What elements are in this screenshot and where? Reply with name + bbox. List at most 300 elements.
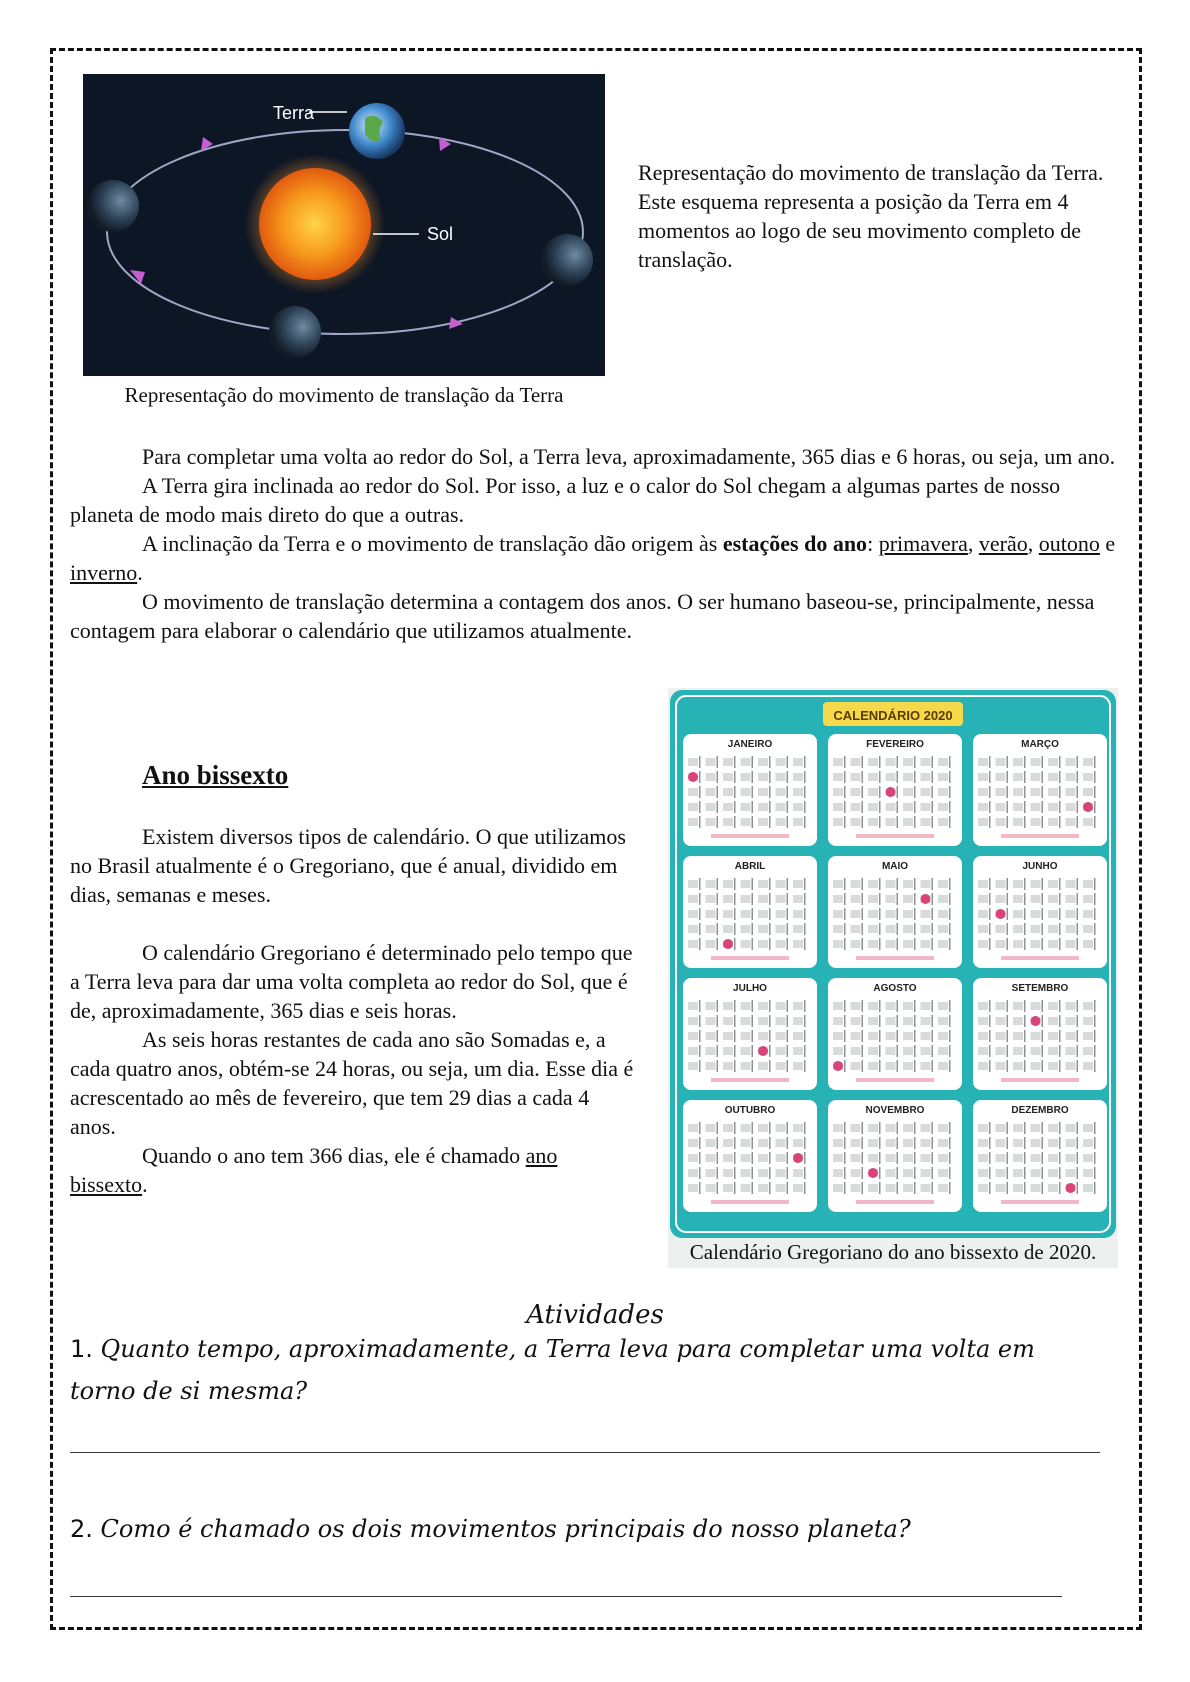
- day-cell: [1031, 803, 1041, 811]
- day-cell: [741, 1124, 751, 1132]
- day-divider: [932, 893, 934, 905]
- day-cell: [938, 818, 948, 826]
- day-cell: [903, 1017, 913, 1025]
- day-cell: [1083, 1017, 1093, 1025]
- day-cell: [938, 1047, 948, 1055]
- day-cell: [903, 1032, 913, 1040]
- day-divider: [897, 1137, 899, 1149]
- day-cell: [851, 880, 861, 888]
- day-cell: [723, 1032, 733, 1040]
- day-divider: [769, 1030, 771, 1042]
- day-divider: [769, 878, 771, 890]
- holiday-note: [1001, 1078, 1079, 1082]
- day-cell: [833, 773, 843, 781]
- day-divider: [752, 771, 754, 783]
- day-divider: [699, 1182, 701, 1194]
- day-divider: [1094, 1137, 1096, 1149]
- day-cell: [688, 1124, 698, 1132]
- day-cell: [793, 803, 803, 811]
- day-cell: [723, 1154, 733, 1162]
- day-divider: [989, 938, 991, 950]
- month-name: MAIO: [881, 861, 909, 872]
- day-cell: [978, 1032, 988, 1040]
- day-cell: [1066, 818, 1076, 826]
- day-cell: [776, 1124, 786, 1132]
- day-divider: [1077, 1015, 1079, 1027]
- day-divider: [932, 1152, 934, 1164]
- day-cell: [723, 925, 733, 933]
- day-cell: [688, 1154, 698, 1162]
- day-divider: [1024, 1015, 1026, 1027]
- day-divider: [734, 801, 736, 813]
- day-divider: [804, 878, 806, 890]
- day-cell: [706, 788, 716, 796]
- day-divider: [879, 1152, 881, 1164]
- day-divider: [1024, 1137, 1026, 1149]
- day-divider: [1024, 1152, 1026, 1164]
- day-cell: [1031, 880, 1041, 888]
- day-divider: [804, 756, 806, 768]
- day-cell: [793, 940, 803, 948]
- day-divider: [844, 801, 846, 813]
- day-divider: [804, 771, 806, 783]
- day-cell: [758, 1184, 768, 1192]
- day-divider: [699, 771, 701, 783]
- day-cell: [741, 1062, 751, 1070]
- day-divider: [1007, 923, 1009, 935]
- day-cell: [741, 1002, 751, 1010]
- day-cell: [996, 773, 1006, 781]
- day-cell: [1013, 1002, 1023, 1010]
- day-divider: [1059, 878, 1061, 890]
- day-divider: [752, 1030, 754, 1042]
- day-cell: [833, 925, 843, 933]
- day-cell: [978, 1002, 988, 1010]
- day-cell: [1066, 1062, 1076, 1070]
- day-cell: [776, 1017, 786, 1025]
- term-ano-bissexto: ano bissexto: [70, 1143, 558, 1197]
- day-cell: [723, 1002, 733, 1010]
- day-divider: [752, 1182, 754, 1194]
- day-cell: [776, 1154, 786, 1162]
- day-cell: [921, 925, 931, 933]
- day-cell: [741, 880, 751, 888]
- day-cell: [1066, 940, 1076, 948]
- day-divider: [699, 878, 701, 890]
- day-divider: [1007, 1060, 1009, 1072]
- answer-line-1[interactable]: [70, 1452, 1100, 1453]
- day-divider: [879, 1167, 881, 1179]
- day-cell: [688, 1184, 698, 1192]
- day-divider: [734, 923, 736, 935]
- day-cell: [851, 1002, 861, 1010]
- day-divider: [914, 786, 916, 798]
- day-cell: [793, 895, 803, 903]
- day-divider: [1094, 786, 1096, 798]
- day-cell: [851, 773, 861, 781]
- day-divider: [914, 801, 916, 813]
- day-cell: [1013, 1062, 1023, 1070]
- day-divider: [932, 816, 934, 828]
- day-divider: [1077, 771, 1079, 783]
- day-divider: [787, 923, 789, 935]
- day-cell: [868, 773, 878, 781]
- day-cell: [741, 1032, 751, 1040]
- month-name: JANEIRO: [727, 739, 773, 750]
- day-divider: [734, 1137, 736, 1149]
- day-cell: [1013, 1124, 1023, 1132]
- day-divider: [914, 923, 916, 935]
- section-title: Ano bissexto: [142, 760, 289, 790]
- day-divider: [879, 801, 881, 813]
- day-cell: [776, 880, 786, 888]
- text: .: [142, 1172, 148, 1197]
- day-divider: [734, 908, 736, 920]
- day-divider: [1077, 923, 1079, 935]
- sun: [259, 168, 371, 280]
- question-text: Quanto tempo, aproximadamente, a Terra leva para completar uma volta em torno de si mesma?: [70, 1335, 1035, 1405]
- day-cell: [1066, 880, 1076, 888]
- day-divider: [932, 1122, 934, 1134]
- day-divider: [699, 923, 701, 935]
- day-cell: [868, 925, 878, 933]
- day-divider: [769, 938, 771, 950]
- day-divider: [862, 756, 864, 768]
- day-divider: [1024, 938, 1026, 950]
- day-divider: [862, 938, 864, 950]
- day-cell: [1048, 940, 1058, 948]
- day-divider: [879, 938, 881, 950]
- day-cell: [833, 1032, 843, 1040]
- day-divider: [862, 878, 864, 890]
- day-cell: [1031, 1032, 1041, 1040]
- day-divider: [879, 771, 881, 783]
- day-cell: [723, 1062, 733, 1070]
- day-divider: [717, 1167, 719, 1179]
- day-divider: [734, 1015, 736, 1027]
- day-divider: [1024, 923, 1026, 935]
- day-divider: [1007, 1030, 1009, 1042]
- day-cell: [1031, 1062, 1041, 1070]
- day-cell: [851, 925, 861, 933]
- day-divider: [734, 1182, 736, 1194]
- day-cell: [903, 1002, 913, 1010]
- day-divider: [1094, 1122, 1096, 1134]
- day-divider: [1042, 908, 1044, 920]
- day-divider: [769, 1045, 771, 1057]
- day-divider: [1007, 1122, 1009, 1134]
- day-divider: [989, 1045, 991, 1057]
- day-cell: [793, 1169, 803, 1177]
- day-cell: [868, 1124, 878, 1132]
- day-cell: [1083, 758, 1093, 766]
- day-cell: [1013, 803, 1023, 811]
- day-divider: [734, 1060, 736, 1072]
- day-divider: [989, 923, 991, 935]
- day-cell: [723, 1047, 733, 1055]
- day-divider: [769, 1000, 771, 1012]
- day-divider: [752, 1167, 754, 1179]
- day-divider: [752, 816, 754, 828]
- day-cell: [868, 1017, 878, 1025]
- day-divider: [699, 1137, 701, 1149]
- day-divider: [1024, 771, 1026, 783]
- day-cell: [921, 880, 931, 888]
- day-divider: [769, 786, 771, 798]
- day-divider: [949, 1000, 951, 1012]
- day-cell: [1031, 773, 1041, 781]
- day-cell: [921, 940, 931, 948]
- day-divider: [844, 1182, 846, 1194]
- day-cell: [776, 758, 786, 766]
- day-divider: [769, 1015, 771, 1027]
- day-cell: [886, 895, 896, 903]
- day-divider: [914, 878, 916, 890]
- day-divider: [862, 923, 864, 935]
- day-cell: [1083, 910, 1093, 918]
- day-cell: [793, 1124, 803, 1132]
- day-divider: [1042, 816, 1044, 828]
- day-divider: [949, 1045, 951, 1057]
- day-divider: [717, 786, 719, 798]
- day-divider: [752, 1000, 754, 1012]
- day-divider: [879, 1060, 881, 1072]
- day-cell: [833, 1124, 843, 1132]
- day-divider: [949, 1060, 951, 1072]
- day-cell: [723, 910, 733, 918]
- day-cell: [1048, 925, 1058, 933]
- day-cell: [938, 803, 948, 811]
- day-divider: [769, 1182, 771, 1194]
- day-cell: [938, 1002, 948, 1010]
- day-divider: [804, 1000, 806, 1012]
- day-divider: [1007, 1015, 1009, 1027]
- day-cell: [978, 880, 988, 888]
- paragraph: A Terra gira inclinada ao redor do Sol. Por isso, a luz e o calor do Sol chegam a algumas partes de nosso planeta de modo mais direto do que a outras.: [70, 473, 1061, 527]
- day-cell: [903, 1062, 913, 1070]
- day-cell: [706, 1154, 716, 1162]
- day-cell: [776, 1002, 786, 1010]
- day-cell: [758, 1032, 768, 1040]
- day-cell: [688, 1139, 698, 1147]
- day-divider: [879, 1045, 881, 1057]
- day-cell: [1066, 1017, 1076, 1025]
- day-divider: [734, 893, 736, 905]
- day-divider: [879, 786, 881, 798]
- day-cell: [1048, 1017, 1058, 1025]
- day-divider: [1042, 878, 1044, 890]
- day-cell: [868, 1047, 878, 1055]
- day-divider: [1077, 1000, 1079, 1012]
- day-cell: [903, 1169, 913, 1177]
- day-divider: [914, 1015, 916, 1027]
- day-cell: [688, 880, 698, 888]
- day-cell: [741, 940, 751, 948]
- day-cell: [851, 1169, 861, 1177]
- day-divider: [1077, 1137, 1079, 1149]
- day-cell: [1048, 1062, 1058, 1070]
- day-cell: [1083, 940, 1093, 948]
- day-cell: [688, 1169, 698, 1177]
- day-cell: [833, 803, 843, 811]
- day-divider: [844, 1015, 846, 1027]
- day-cell: [996, 1169, 1006, 1177]
- day-divider: [932, 756, 934, 768]
- day-cell: [793, 910, 803, 918]
- day-cell: [868, 758, 878, 766]
- day-divider: [1042, 893, 1044, 905]
- day-cell: [1048, 758, 1058, 766]
- day-cell: [706, 880, 716, 888]
- day-cell: [938, 1032, 948, 1040]
- day-divider: [804, 908, 806, 920]
- day-divider: [1042, 1045, 1044, 1057]
- day-cell: [996, 758, 1006, 766]
- day-cell: [938, 1154, 948, 1162]
- earth-left: [87, 180, 139, 232]
- day-cell: [1013, 1032, 1023, 1040]
- day-divider: [787, 908, 789, 920]
- day-divider: [699, 756, 701, 768]
- day-divider: [699, 908, 701, 920]
- day-cell: [1031, 788, 1041, 796]
- day-divider: [787, 786, 789, 798]
- day-divider: [1094, 801, 1096, 813]
- day-cell: [723, 880, 733, 888]
- day-cell: [886, 1032, 896, 1040]
- day-cell: [886, 1017, 896, 1025]
- answer-line-2[interactable]: [70, 1596, 1062, 1597]
- day-cell: [903, 1139, 913, 1147]
- day-cell: [1083, 925, 1093, 933]
- day-divider: [787, 1045, 789, 1057]
- day-divider: [989, 908, 991, 920]
- day-cell: [938, 1139, 948, 1147]
- day-divider: [879, 1122, 881, 1134]
- month-name: JULHO: [733, 983, 767, 994]
- day-cell: [776, 1184, 786, 1192]
- day-divider: [932, 801, 934, 813]
- day-cell: [1031, 925, 1041, 933]
- holiday-note: [711, 1200, 789, 1204]
- day-cell: [758, 910, 768, 918]
- day-divider: [1042, 1182, 1044, 1194]
- earth-bottom: [269, 306, 321, 358]
- day-divider: [1042, 801, 1044, 813]
- day-divider: [1024, 1167, 1026, 1179]
- day-divider: [769, 1152, 771, 1164]
- day-divider: [932, 771, 934, 783]
- day-divider: [1024, 816, 1026, 828]
- day-divider: [769, 771, 771, 783]
- day-divider: [989, 1122, 991, 1134]
- day-cell: [776, 1032, 786, 1040]
- day-cell: [851, 1124, 861, 1132]
- day-divider: [1042, 1060, 1044, 1072]
- day-cell: [886, 1139, 896, 1147]
- day-divider: [1042, 923, 1044, 935]
- day-cell: [978, 758, 988, 766]
- day-divider: [1059, 1182, 1061, 1194]
- day-divider: [804, 801, 806, 813]
- day-divider: [804, 786, 806, 798]
- day-cell: [1013, 788, 1023, 796]
- day-divider: [914, 1060, 916, 1072]
- day-cell: [688, 758, 698, 766]
- day-divider: [862, 1137, 864, 1149]
- day-cell: [1066, 803, 1076, 811]
- day-divider: [717, 1122, 719, 1134]
- day-cell: [921, 818, 931, 826]
- day-cell: [938, 758, 948, 766]
- day-divider: [949, 1152, 951, 1164]
- day-cell: [886, 758, 896, 766]
- earth-label: Terra: [273, 103, 315, 123]
- day-cell: [1013, 1139, 1023, 1147]
- day-cell: [758, 758, 768, 766]
- day-cell: [793, 1047, 803, 1055]
- day-cell: [1083, 895, 1093, 903]
- day-cell: [921, 1062, 931, 1070]
- day-divider: [844, 1045, 846, 1057]
- day-divider: [914, 771, 916, 783]
- day-cell: [706, 1124, 716, 1132]
- day-cell: [758, 803, 768, 811]
- day-cell: [706, 818, 716, 826]
- day-cell: [723, 818, 733, 826]
- day-divider: [897, 893, 899, 905]
- day-cell: [851, 818, 861, 826]
- day-cell: [1066, 1169, 1076, 1177]
- day-divider: [949, 1122, 951, 1134]
- day-cell: [1066, 1032, 1076, 1040]
- day-cell: [688, 803, 698, 811]
- day-divider: [769, 756, 771, 768]
- day-cell: [996, 880, 1006, 888]
- day-divider: [1059, 1000, 1061, 1012]
- day-divider: [804, 1167, 806, 1179]
- day-cell: [1066, 1154, 1076, 1162]
- day-divider: [787, 1137, 789, 1149]
- day-divider: [699, 816, 701, 828]
- day-divider: [717, 1000, 719, 1012]
- day-divider: [862, 908, 864, 920]
- day-cell: [978, 1169, 988, 1177]
- day-cell: [1031, 818, 1041, 826]
- day-cell: [938, 1124, 948, 1132]
- day-divider: [717, 816, 719, 828]
- day-cell: [868, 1002, 878, 1010]
- day-cell: [1048, 773, 1058, 781]
- holiday-note: [711, 834, 789, 838]
- day-cell: [921, 1017, 931, 1025]
- day-cell: [723, 773, 733, 781]
- holiday-note: [711, 956, 789, 960]
- day-cell: [978, 788, 988, 796]
- day-cell: [996, 788, 1006, 796]
- day-cell: [851, 1184, 861, 1192]
- day-cell: [938, 940, 948, 948]
- day-divider: [1059, 771, 1061, 783]
- day-divider: [734, 1152, 736, 1164]
- day-cell: [833, 940, 843, 948]
- day-divider: [1042, 938, 1044, 950]
- day-divider: [804, 1122, 806, 1134]
- day-divider: [897, 1060, 899, 1072]
- day-divider: [717, 1182, 719, 1194]
- day-cell: [996, 1002, 1006, 1010]
- day-divider: [752, 1045, 754, 1057]
